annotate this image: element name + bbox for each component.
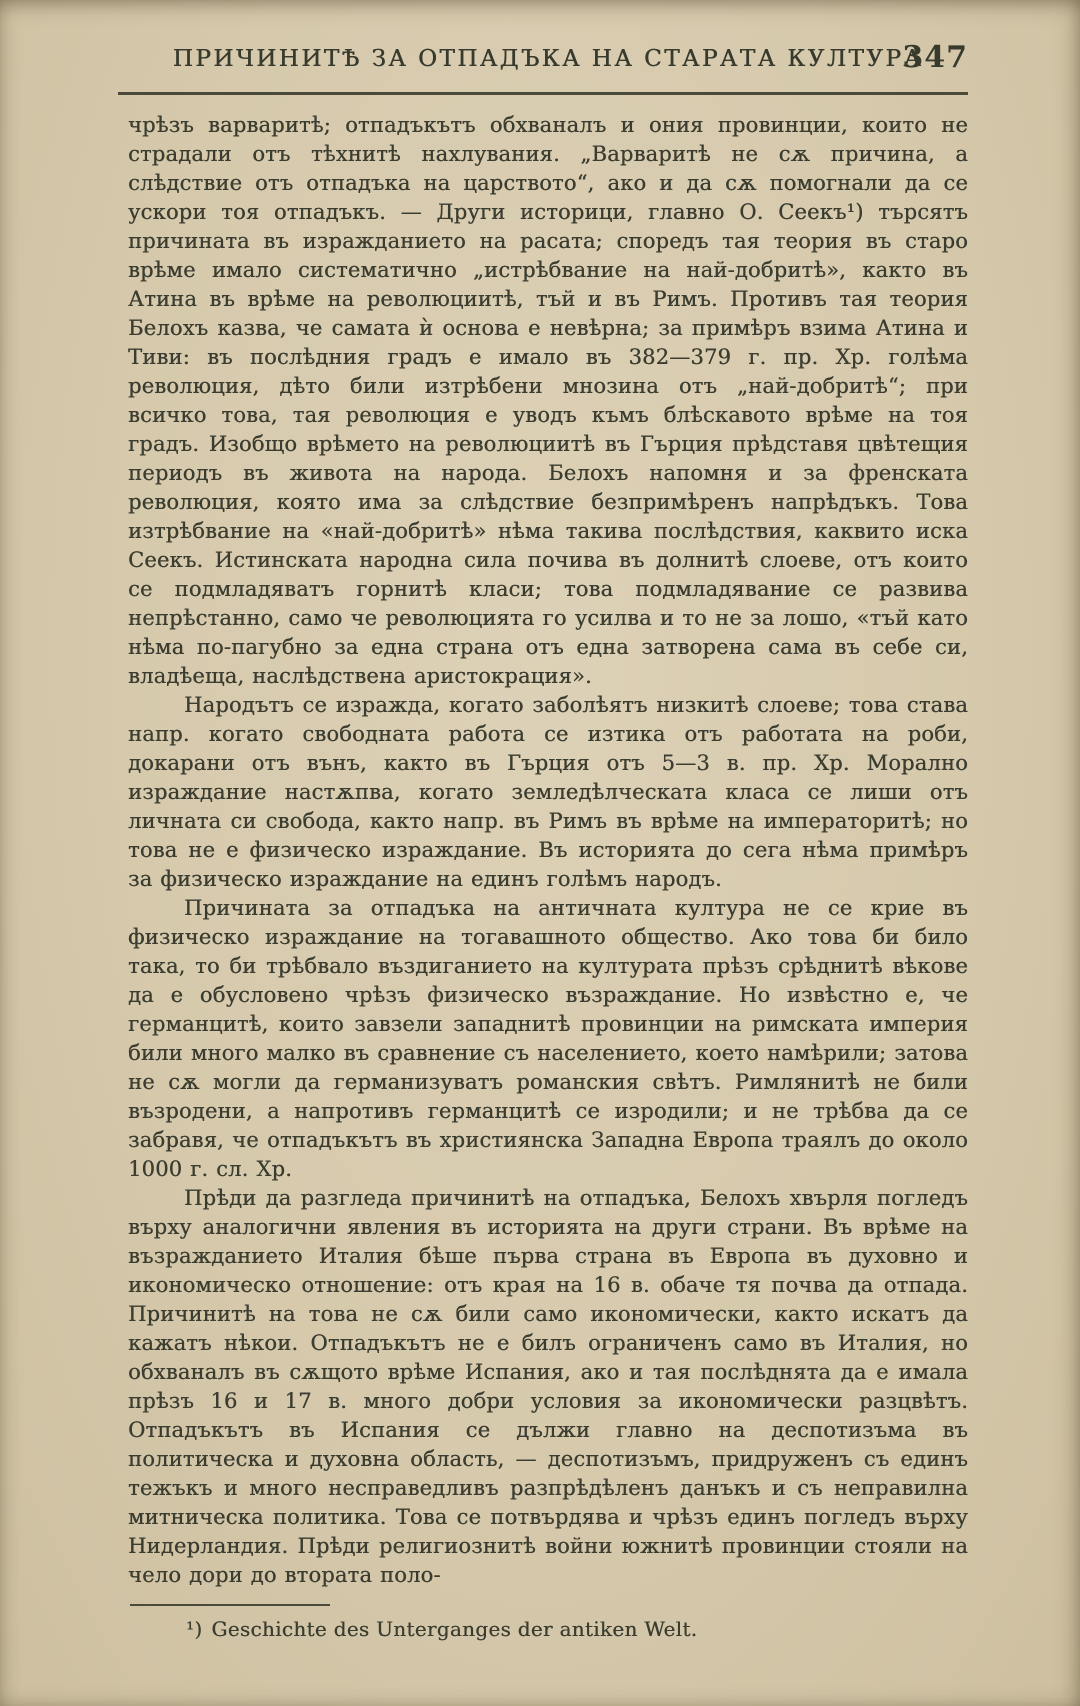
paragraph-3: Причината за отпадъка на античната култура не се крие въ физическо израждание на тогавашното общество. Ако това би било така, то би трѣбвало въздиганието на културата прѣзъ срѣднитѣ вѣкове да е обусловено чрѣзъ физическо възраждание. Но извѣстно е, че германцитѣ, които завзели западнитѣ провинции на римската империя били много малко въ сравнение съ населението, което намѣрили; затова не сѫ могли да германизуватъ романския свѣтъ. Римлянитѣ не били възродени, а напротивъ германцитѣ се изродили; и не трѣбва да се забравя, че отпадъкътъ въ християнска Западна Европа траялъ до около 1000 г. сл. Хр. <box>128 896 968 1181</box>
running-title: ПРИЧИНИТѢ ЗА ОТПАДЪКА НА СТАРАТА КУЛТУРА <box>172 46 924 72</box>
paragraph-1: чрѣзъ варваритѣ; отпадъкътъ обхваналъ и ония провинции, които не страдали отъ тѣхнитѣ нахлувания. „Варваритѣ не сѫ причина, а слѣдствие отъ отпадъка на царството“, ако и да сѫ помогнали да се ускори тоя отпадъкъ. — Други историци, главно О. Сеекъ¹) търсятъ причината въ изражданието на расата; споредъ тая теория въ старо врѣме имало систематично „истрѣбвание на най-добритѣ», както въ Атина въ врѣме на революциитѣ, тъй и въ Римъ. Противъ тая теория Белохъ казва, че самата ѝ основа е невѣрна; за примѣръ взима Атина и Тиви: въ послѣдния градъ е имало въ 382—379 г. пр. Хр. голѣма революция, дѣто били изтрѣбени мнозина отъ „най-добритѣ“; при всичко това, тая революция е уводъ къмъ блѣскавото врѣме на тоя градъ. Изобщо врѣмето на революциитѣ въ Гърция прѣдставя цвѣтещия периодъ въ живота на народа. Белохъ напомня и за френската революция, която има за слѣдствие безпримѣренъ напрѣдъкъ. Това изтрѣбвание на «най-добритѣ» нѣма такива послѣдствия, каквито иска Сеекъ. Истинската народна сила почива въ долнитѣ слоеве, отъ които се подмладяватъ горнитѣ класи; това подмладявание се развива непрѣстанно, само че революцията го усилва и то не за лошо, «тъй като нѣма по-пагубно за една страна отъ една затворена сама въ себе си, владѣеща, наслѣдствена аристокрация». <box>128 113 968 688</box>
paragraph-4: Прѣди да разгледа причинитѣ на отпадъка, Белохъ хвърля погледъ върху аналогични явления въ историята на други страни. Въ врѣме на възражданието Италия бѣше първа страна въ Европа въ духовно и икономическо отношение: отъ края на 16 в. обаче тя почва да отпада. Причинитѣ на това не сѫ били само икономически, както искатъ да кажатъ нѣкои. Отпадъкътъ не е билъ ограниченъ само въ Италия, но обхваналъ въ сѫщото врѣме Испания, ако и тая послѣднята да е имала прѣзъ 16 и 17 в. много добри условия за икономически разцвѣтъ. Отпадъкътъ въ Испания се дължи главно на деспотизъма въ политическа и духовна область, — деспотизъмъ, придруженъ съ единъ тежъкъ и много несправедливъ разпрѣдѣленъ данъкъ и съ неправилна митническа политика. Това се потвърдява и чрѣзъ единъ погледъ върху Нидерландия. Прѣди религиознитѣ войни южнитѣ провинции стояли на чело дори до втората поло- <box>128 1186 968 1587</box>
footnote-marker: ¹) <box>186 1617 203 1641</box>
page-number: 347 <box>902 40 968 75</box>
body-text <box>128 111 968 1590</box>
footnote-rule <box>130 1604 330 1606</box>
footnote <box>128 1616 968 1643</box>
page-header <box>128 40 968 86</box>
paragraph-2: Народътъ се изражда, когато заболѣятъ низкитѣ слоеве; това става напр. когато свободната работа се изтика отъ работата на роби, докарани отъ вънъ, както въ Гърция отъ 5—3 в. пр. Хр. Морално израждание настѫпва, когато земледѣлческата класа се лиши отъ личната си свобода, както напр. въ Римъ въ врѣме на императоритѣ; но това не е физическо израждание. Въ историята до сега нѣма примѣръ за физическо израждание на единъ голѣмъ народъ. <box>128 693 968 891</box>
footnote-text: Geschichte des Unterganges der antiken Welt. <box>211 1617 698 1641</box>
header-rule <box>118 92 968 95</box>
